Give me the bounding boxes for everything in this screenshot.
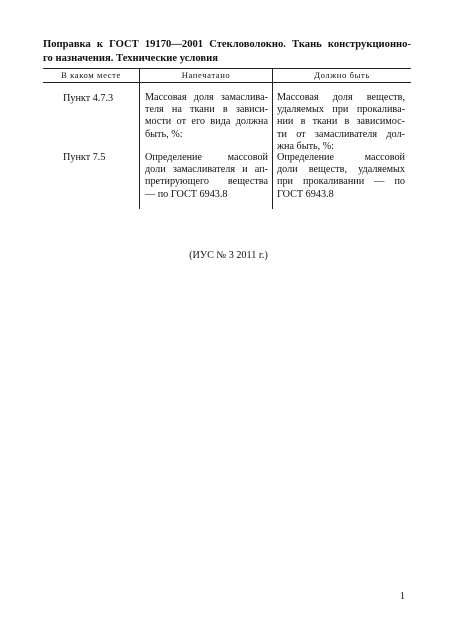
text-line: доли замасливателя и ап- (145, 164, 268, 176)
document-title (43, 38, 411, 66)
text-line: — по ГОСТ 6943.8 (145, 188, 228, 200)
text-line: при прокаливании — по (277, 176, 405, 188)
text-line: Определение массовой (277, 152, 405, 163)
text-line: жна быть, %: (277, 140, 335, 152)
text-line: быть, %: (145, 128, 183, 140)
table-header-rule (43, 82, 411, 83)
title-line-2: го назначения. Технические условия (43, 53, 218, 64)
row-1-place: Пункт 4.7.3 (63, 93, 114, 104)
text-line: ти от замасливателя дол- (277, 128, 405, 140)
page-number: 1 (400, 591, 405, 602)
table-top-rule (43, 68, 411, 69)
text-line: удаляемых при прокалива- (277, 104, 405, 116)
text-line: нии в ткани в зависимос- (277, 116, 405, 128)
row-2-should-be (277, 152, 405, 201)
row-2-place: Пункт 7.5 (63, 152, 106, 163)
column-divider (272, 68, 273, 209)
title-line-1: Поправка к ГОСТ 19170—2001 Стекловолокно. Ткань конструкционно- (43, 39, 411, 50)
row-1-printed (145, 92, 268, 141)
text-line: ГОСТ 6943.8 (277, 188, 334, 200)
header-place: В каком месте (61, 70, 121, 80)
column-divider (139, 68, 140, 209)
ius-reference: (ИУС № 3 2011 г.) (189, 250, 268, 261)
text-line: мости от его вида должна (145, 116, 268, 128)
header-printed: Напечатано (181, 70, 231, 80)
text-line: Массовая доля веществ, (277, 92, 405, 103)
text-line: теля на ткани в зависи- (145, 104, 268, 116)
text-line: доли веществ, удаляемых (277, 164, 405, 176)
header-should-be: Должно быть (314, 70, 370, 80)
text-line: Массовая доля замаслива- (145, 92, 268, 103)
text-line: Определение массовой (145, 152, 268, 163)
text-line: претирующего вещества (145, 176, 268, 188)
row-2-printed (145, 152, 268, 201)
row-1-should-be (277, 92, 405, 153)
